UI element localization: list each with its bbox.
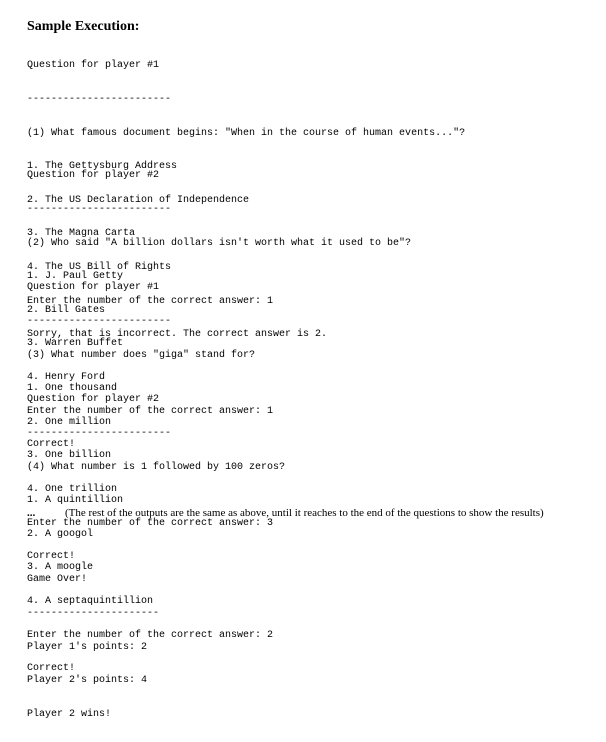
answer-prompt: Enter the number of the correct answer: 1	[27, 295, 274, 307]
note-text: (The rest of the outputs are the same as above, until it reaches to the end of the questions to show the results)	[65, 507, 544, 519]
answer-option: 1. A quintillion	[27, 495, 124, 507]
answer-option: 3. The Magna Carta	[27, 228, 136, 240]
divider: ----------------------	[27, 608, 160, 619]
player-score: Player 1's points: 2	[27, 641, 148, 653]
answer-option: 3. Warren Buffet	[27, 338, 124, 350]
divider: ------------------------	[27, 428, 172, 439]
question-text: (1) What famous document begins: "When in the course of human events..."?	[27, 127, 466, 139]
answer-result: Sorry, that is incorrect. The correct answer is 2.	[27, 329, 328, 341]
player-header: Question for player #1	[27, 60, 160, 72]
answer-option: 2. Bill Gates	[27, 304, 106, 316]
ellipsis: ...	[27, 507, 36, 519]
game-over-title: Game Over!	[27, 574, 88, 586]
answer-prompt: Enter the number of the correct answer: 3	[27, 517, 274, 529]
section-heading: Sample Execution:	[27, 19, 140, 34]
answer-option: 1. J. Paul Getty	[27, 271, 124, 283]
answer-prompt: Enter the number of the correct answer: 2	[27, 629, 274, 641]
question-text: (4) What number is 1 followed by 100 zeros?	[27, 461, 286, 473]
answer-option: 2. One million	[27, 416, 112, 428]
answer-option: 3. One billion	[27, 450, 112, 462]
answer-option: 4. The US Bill of Rights	[27, 261, 172, 273]
answer-option: 4. One trillion	[27, 483, 118, 495]
continuation-note	[27, 506, 602, 520]
results-block	[27, 552, 159, 742]
answer-option: 1. The Gettysburg Address	[27, 161, 178, 173]
answer-result: Correct!	[27, 439, 76, 451]
answer-option: 4. A septaquintillion	[27, 595, 154, 607]
answer-option: 3. A moogle	[27, 562, 94, 574]
answer-result: Correct!	[27, 551, 76, 563]
divider: ------------------------	[27, 94, 172, 105]
winner-text: Player 2 wins!	[27, 708, 112, 720]
divider: ------------------------	[27, 204, 172, 215]
player-score: Player 2's points: 4	[27, 675, 148, 687]
player-header: Question for player #2	[27, 170, 160, 182]
answer-option: 2. The US Declaration of Independence	[27, 194, 250, 206]
answer-prompt: Enter the number of the correct answer: 1	[27, 405, 274, 417]
answer-result: Correct!	[27, 663, 76, 675]
divider: ------------------------	[27, 316, 172, 327]
answer-option: 4. Henry Ford	[27, 371, 106, 383]
question-text: (2) Who said "A billion dollars isn't worth what it used to be"?	[27, 237, 412, 249]
player-header: Question for player #1	[27, 282, 160, 294]
player-header: Question for player #2	[27, 394, 160, 406]
question-text: (3) What number does "giga" stand for?	[27, 349, 256, 361]
answer-option: 1. One thousand	[27, 383, 118, 395]
answer-option: 2. A googol	[27, 528, 94, 540]
